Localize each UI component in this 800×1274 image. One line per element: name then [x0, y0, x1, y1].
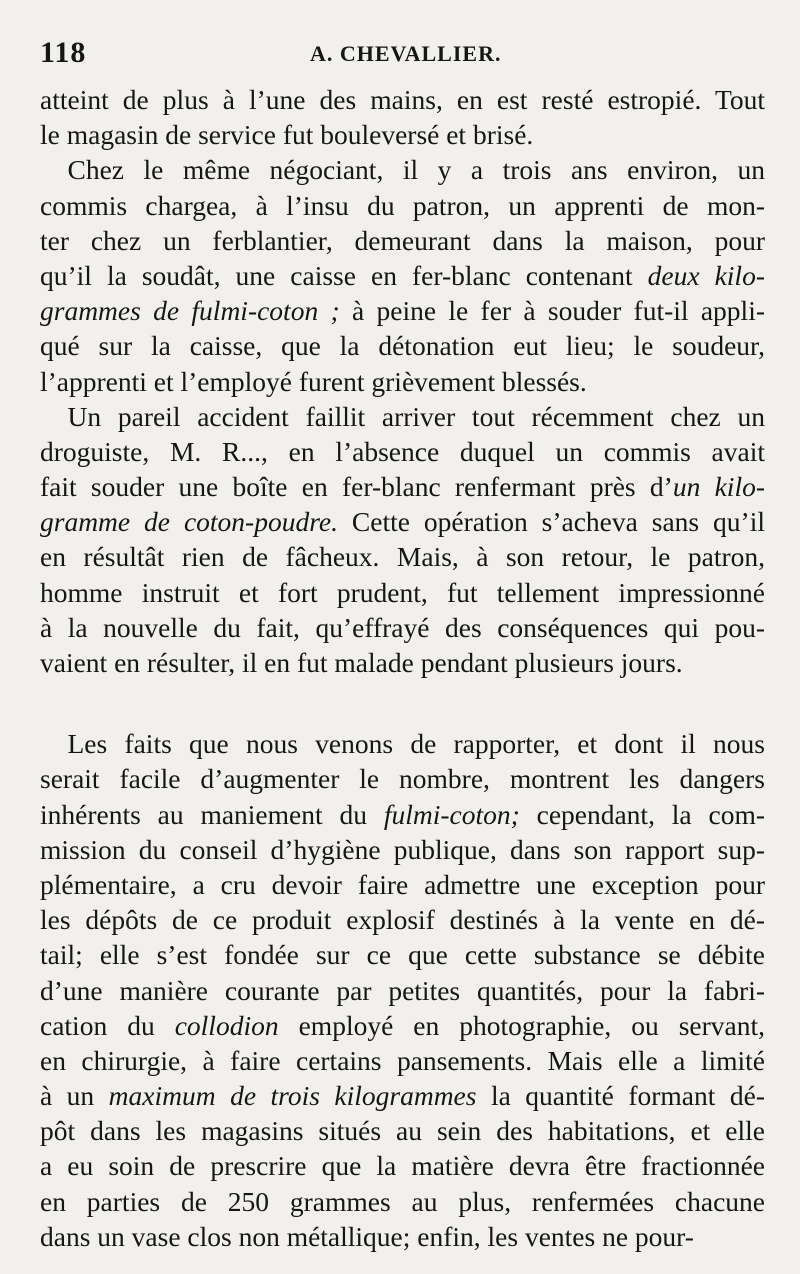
text-run: Les faits que nous venons de rapporter, et dont il nous [40, 728, 765, 760]
text-line [40, 610, 765, 645]
italic-text: fulmi-coton; [383, 798, 520, 830]
text-run: homme instruit et fort prudent, fut tellement impressionné [40, 576, 765, 608]
text-run: employé en photographie, ou servant, [278, 1009, 765, 1041]
text-run: qué sur la caisse, que la détonation eut lieu; le soudeur, [40, 330, 765, 362]
text-line [40, 152, 765, 187]
text-run: atteint de plus à l’une des mains, en est resté estropié. Tout [40, 84, 765, 115]
text-run: à un [40, 1080, 109, 1112]
text-run: à la nouvelle du fait, qu’effrayé des conséquences qui pou- [40, 611, 765, 643]
section-gap [40, 680, 765, 726]
italic-text: un kilo- [672, 471, 765, 503]
text-line [40, 1184, 765, 1219]
text-line [40, 937, 765, 972]
text-line [40, 645, 765, 680]
text-run: dans un vase clos non métallique; enfin, les ventes ne pour- [40, 1220, 694, 1252]
text-line [40, 1043, 765, 1078]
text-run: a eu soin de prescrire que la matière devra être fractionnée [40, 1150, 765, 1182]
text-line [40, 1008, 765, 1043]
text-run: qu’il la soudât, une caisse en fer-blanc contenant [40, 259, 648, 291]
text-run: mission du conseil d’hygiène publique, dans son rapport sup- [40, 833, 765, 865]
italic-text: collodion [174, 1009, 279, 1041]
text-line [40, 258, 765, 293]
text-run: les dépôts de ce produit explosif destinés à la vente en dé- [40, 904, 765, 936]
text-line [40, 973, 765, 1008]
text-line [40, 117, 765, 152]
text-line [40, 504, 765, 539]
page-number: 118 [40, 36, 87, 69]
text-run: la quantité formant dé- [476, 1080, 765, 1112]
text-line [40, 761, 765, 796]
text-line [40, 434, 765, 469]
text-run: Cette opération s’acheva sans qu’il [337, 506, 765, 538]
page-header [40, 36, 760, 76]
italic-text: maximum de trois kilogrammes [108, 1080, 477, 1112]
text-line [40, 399, 765, 434]
paragraph [40, 152, 765, 398]
text-line [40, 832, 765, 867]
paragraph [40, 399, 765, 681]
text-line [40, 223, 765, 258]
text-line [40, 1219, 765, 1254]
text-run: en résultât rien de fâcheux. Mais, à son retour, le patron, [40, 541, 765, 573]
italic-text: grammes de fulmi-coton ; [40, 295, 340, 327]
text-run: serait facile d’augmenter le nombre, montrent les dangers [40, 763, 765, 795]
text-run: inhérents au maniement du [40, 798, 384, 830]
paragraph [40, 82, 765, 152]
text-run: en chirurgie, à faire certains pansements. Mais elle a limité [40, 1044, 765, 1076]
text-line [40, 575, 765, 610]
text-run: le magasin de service fut bouleversé et brisé. [40, 119, 534, 151]
text-line [40, 328, 765, 363]
text-line [40, 1078, 765, 1113]
text-line [40, 1148, 765, 1183]
running-head: A. CHEVALLIER. [310, 41, 502, 66]
text-run: pôt dans les magasins situés au sein des habitations, et elle [40, 1115, 765, 1147]
text-run: à peine le fer à souder fut-il appli- [339, 295, 765, 327]
text-line [40, 797, 765, 832]
text-run: plémentaire, a cru devoir faire admettre une exception pour [40, 868, 765, 900]
text-line [40, 188, 765, 223]
text-run: d’une manière courante par petites quantités, pour la fabri- [40, 974, 765, 1006]
text-line [40, 539, 765, 574]
text-run: Chez le même négociant, il y a trois ans environ, un [40, 154, 765, 186]
text-run: droguiste, M. R..., en l’absence duquel un commis avait [40, 435, 765, 467]
text-line [40, 293, 765, 328]
text-run: ter chez un ferblantier, demeurant dans la maison, pour [40, 224, 765, 256]
text-line [40, 469, 765, 504]
text-line [40, 364, 765, 399]
text-line [40, 1113, 765, 1148]
text-run: fait souder une boîte en fer-blanc renfermant près d’ [40, 471, 673, 503]
text-run: Un pareil accident faillit arriver tout récemment chez un [40, 400, 765, 432]
text-line [40, 726, 765, 761]
text-run: cependant, la com- [519, 798, 765, 830]
text-run: tail; elle s’est fondée sur ce que cette substance se débite [40, 939, 765, 971]
text-line [40, 867, 765, 902]
text-run: l’apprenti et l’employé furent grièvement blessés. [40, 365, 587, 397]
paragraph [40, 726, 765, 1254]
italic-text: deux kilo- [647, 259, 765, 291]
text-run: commis chargea, à l’insu du patron, un apprenti de mon- [40, 189, 765, 221]
text-run: vaient en résulter, il en fut malade pendant plusieurs jours. [40, 647, 683, 678]
text-run: cation du [40, 1009, 175, 1041]
italic-text: gramme de coton-poudre. [40, 506, 338, 538]
text-line [40, 82, 765, 117]
text-run: en parties de 250 grammes au plus, renfermées chacune [40, 1185, 765, 1217]
text-line [40, 902, 765, 937]
body-text [40, 82, 765, 1254]
